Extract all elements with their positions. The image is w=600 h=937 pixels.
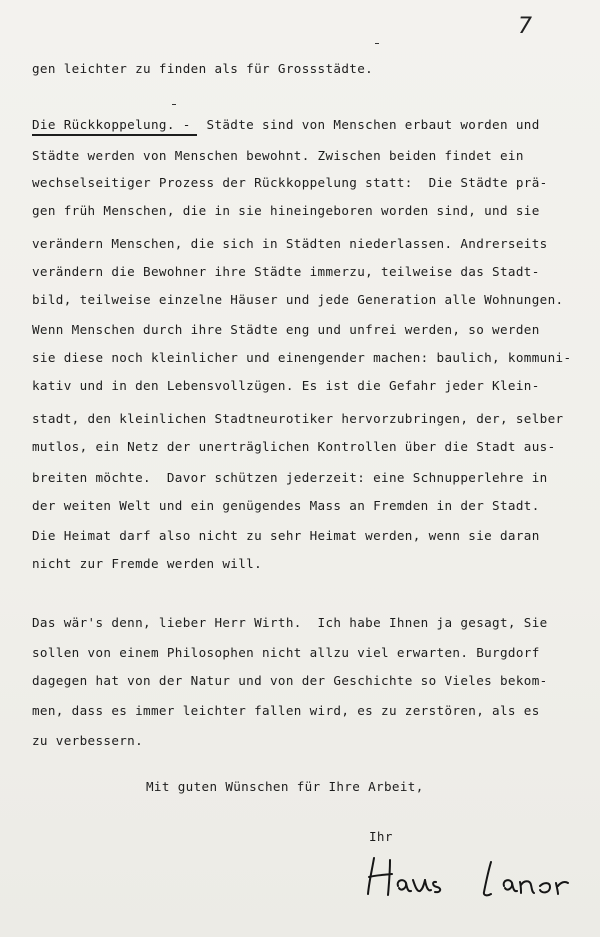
text-line: breiten möchte. Davor schützen jederzeit: eine Schnupperlehre in [32,470,548,485]
text-line: nicht zur Fremde werden will. [32,556,263,571]
page-number: 7 [518,14,532,39]
text-line: verändern die Bewohner ihre Städte immerzu, teilweise das Stadt- [32,264,540,279]
closing-salutation: Mit guten Wünschen für Ihre Arbeit, [146,779,424,794]
text-line: verändern Menschen, die sich in Städten niederlassen. Andrerseits [32,236,548,251]
text-line: stadt, den kleinlichen Stadtneurotiker hervorzubringen, der, selber [32,411,564,426]
text-line: Städte werden von Menschen bewohnt. Zwischen beiden findet ein [32,148,524,163]
handwritten-signature [360,852,580,902]
paper-speck [172,104,176,105]
text-line: men, dass es immer leichter fallen wird, es zu zerstören, als es [32,703,540,718]
text-line: wechselseitiger Prozess der Rückkoppelung statt: Die Städte prä- [32,175,548,190]
text-line: Das wär's denn, lieber Herr Wirth. Ich habe Ihnen ja gesagt, Sie [32,615,548,630]
text-line: Wenn Menschen durch ihre Städte eng und unfrei werden, so werden [32,322,540,337]
text-line: kativ und in den Lebensvollzügen. Es ist die Gefahr jeder Klein- [32,378,540,393]
text-line: gen früh Menschen, die in sie hineingeboren worden sind, und sie [32,203,540,218]
text-line: gen leichter zu finden als für Grossstädte. [32,61,374,76]
text-line: sie diese noch kleinlicher und einengender machen: baulich, kommuni- [32,350,572,365]
signoff-ihr: Ihr [369,829,393,844]
paper-speck [375,43,379,44]
text-line: der weiten Welt und ein genügendes Mass an Fremden in der Stadt. [32,498,540,513]
text-line: Die Heimat darf also nicht zu sehr Heimat werden, wenn sie daran [32,528,540,543]
text-line: mutlos, ein Netz der unerträglichen Kontrollen über die Stadt aus- [32,439,556,454]
text-line: dagegen hat von der Natur und von der Geschichte so Vieles bekom- [32,673,548,688]
heading-underline [32,134,197,136]
text-line: bild, teilweise einzelne Häuser und jede Generation alle Wohnungen. [32,292,564,307]
section-heading-line: Die Rückkoppelung. - Städte sind von Menschen erbaut worden und [32,117,540,132]
text-line: zu verbessern. [32,733,144,748]
text-line: sollen von einem Philosophen nicht allzu viel erwarten. Burgdorf [32,645,540,660]
